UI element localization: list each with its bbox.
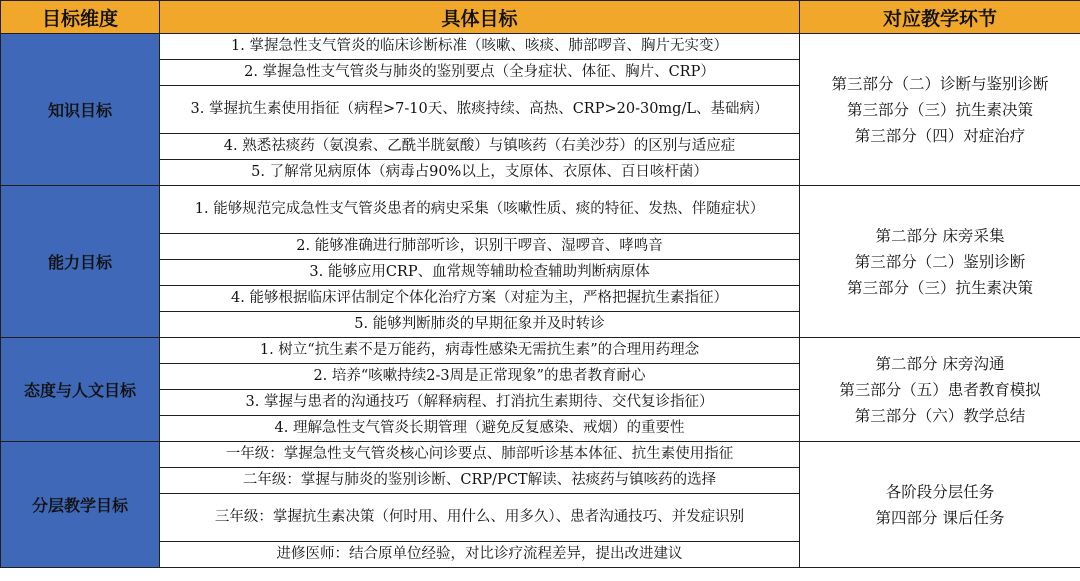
section-line: 第三部分（二）鉴别诊断 [854,252,1026,271]
objective-cell: 三年级：掌握抗生素决策（何时用、用什么、用多久）、患者沟通技巧、并发症识别 [160,494,800,542]
objective-cell: 二年级：掌握与肺炎的鉴别诊断、CRP/PCT解读、祛痰药与镇咳药的选择 [160,468,800,494]
header-dimension: 目标维度 [1,1,160,34]
objective-cell: 4. 理解急性支气管炎长期管理（避免反复感染、戒烟）的重要性 [160,416,800,442]
section-cell-ability [800,186,1080,338]
objective-cell: 1. 能够规范完成急性支气管炎患者的病史采集（咳嗽性质、痰的特征、发热、伴随症状） [160,186,800,234]
category-ability: 能力目标 [1,186,160,338]
objective-cell: 5. 了解常见病原体（病毒占90%以上，支原体、衣原体、百日咳杆菌） [160,160,800,186]
objective-cell: 1. 树立“抗生素不是万能药，病毒性感染无需抗生素”的合理用药理念 [160,338,800,364]
section-cell-tiered [800,442,1080,568]
objective-cell: 进修医师：结合原单位经验，对比诊疗流程差异，提出改进建议 [160,542,800,568]
objective-cell: 一年级：掌握急性支气管炎核心问诊要点、肺部听诊基本体征、抗生素使用指征 [160,442,800,468]
objective-cell: 3. 能够应用CRP、血常规等辅助检查辅助判断病原体 [160,260,800,286]
table-row [1,186,1080,234]
category-attitude: 态度与人文目标 [1,338,160,442]
header-row [1,1,1080,34]
section-cell-knowledge [800,34,1080,186]
section-line: 第三部分（六）教学总结 [854,406,1026,425]
header-teaching-section: 对应教学环节 [800,1,1080,34]
objective-cell: 2. 能够准确进行肺部听诊，识别干啰音、湿啰音、哮鸣音 [160,234,800,260]
objective-cell: 2. 培养“咳嗽持续2-3周是正常现象”的患者教育耐心 [160,364,800,390]
section-line: 各阶段分层任务 [885,482,995,501]
objective-cell: 1. 掌握急性支气管炎的临床诊断标准（咳嗽、咳痰、肺部啰音、胸片无实变） [160,34,800,60]
category-tiered: 分层教学目标 [1,442,160,568]
section-line: 第四部分 课后任务 [875,508,1005,527]
section-line: 第二部分 床旁沟通 [875,354,1005,373]
objective-cell: 4. 能够根据临床评估制定个体化治疗方案（对症为主，严格把握抗生素指征） [160,286,800,312]
section-cell-attitude [800,338,1080,442]
objective-cell: 4. 熟悉祛痰药（氨溴索、乙酰半胱氨酸）与镇咳药（右美沙芬）的区别与适应症 [160,134,800,160]
section-line: 第三部分（二）诊断与鉴别诊断 [831,74,1049,93]
table-row [1,338,1080,364]
table-row [1,442,1080,468]
section-line: 第三部分（三）抗生素决策 [846,100,1033,119]
header-objectives: 具体目标 [160,1,800,34]
section-line: 第三部分（五）患者教育模拟 [839,380,1041,399]
objective-cell: 2. 掌握急性支气管炎与肺炎的鉴别要点（全身症状、体征、胸片、CRP） [160,60,800,86]
objective-cell: 5. 能够判断肺炎的早期征象并及时转诊 [160,312,800,338]
category-knowledge: 知识目标 [1,34,160,186]
section-line: 第三部分（三）抗生素决策 [846,278,1033,297]
table-row [1,34,1080,60]
objective-cell: 3. 掌握与患者的沟通技巧（解释病程、打消抗生素期待、交代复诊指征） [160,390,800,416]
section-line: 第三部分（四）对症治疗 [854,126,1026,145]
section-line: 第二部分 床旁采集 [875,226,1005,245]
objective-cell: 3. 掌握抗生素使用指征（病程>7-10天、脓痰持续、高热、CRP>20-30mg/L、基础病） [160,86,800,134]
